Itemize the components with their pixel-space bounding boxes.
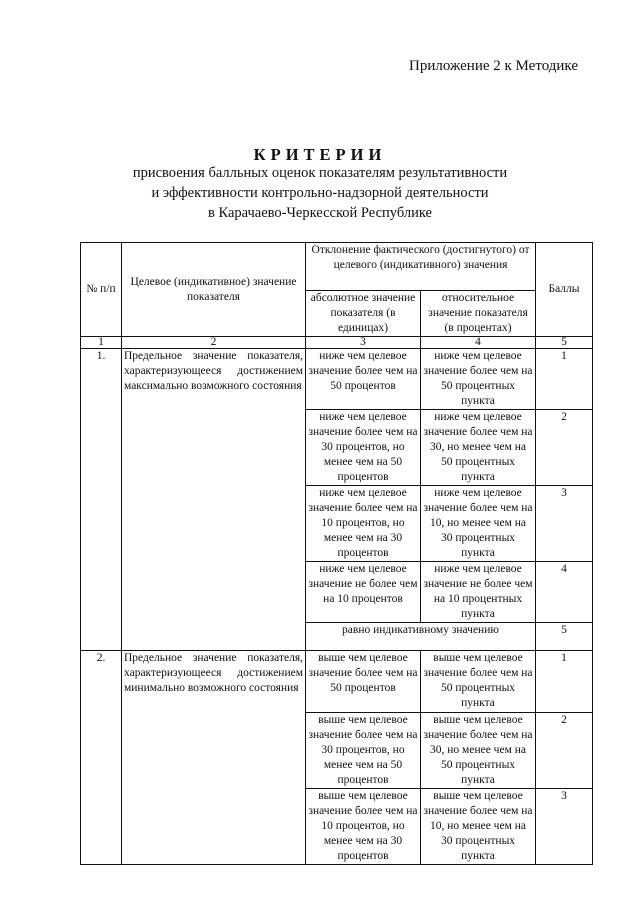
appendix-reference: Приложение 2 к Методике xyxy=(409,58,578,74)
points-cell: 2 xyxy=(536,410,593,486)
table-row xyxy=(81,651,593,713)
col-number: 5 xyxy=(536,337,593,349)
absolute-cell: ниже чем целевое значение не более чем на 10 процентов xyxy=(306,562,421,623)
header-absolute: абсолютное значение показателя (в единицах) xyxy=(306,291,421,337)
points-cell: 3 xyxy=(536,486,593,562)
col-number: 2 xyxy=(122,337,306,349)
criteria-table xyxy=(80,242,593,865)
relative-cell: ниже чем целевое значение более чем на 50 процентных пункта xyxy=(421,349,536,410)
document-title: КРИТЕРИИ xyxy=(253,145,387,164)
header-target: Целевое (индикативное) значение показателя xyxy=(122,243,306,337)
relative-cell: выше чем целевое значение более чем на 10, но менее чем на 30 процентных пункта xyxy=(421,789,536,865)
col-number: 3 xyxy=(306,337,421,349)
col-number: 4 xyxy=(421,337,536,349)
document-subtitle xyxy=(0,163,640,223)
points-cell: 2 xyxy=(536,713,593,789)
section-target: Предельное значение показателя, характеризующееся достижением максимально возможного состояния xyxy=(122,349,306,651)
absolute-cell: выше чем целевое значение более чем на 30 процентов, но менее чем на 50 процентов xyxy=(306,713,421,789)
absolute-cell: ниже чем целевое значение более чем на 30 процентов, но менее чем на 50 процентов xyxy=(306,410,421,486)
absolute-cell: выше чем целевое значение более чем на 10 процентов, но менее чем на 30 процентов xyxy=(306,789,421,865)
relative-cell: ниже чем целевое значение более чем на 30, но менее чем на 50 процентных пункта xyxy=(421,410,536,486)
subtitle-line: и эффективности контрольно-надзорной деятельности xyxy=(151,185,489,201)
equal-cell: равно индикативному значению xyxy=(306,623,536,651)
header-points: Баллы xyxy=(536,243,593,337)
absolute-cell: ниже чем целевое значение более чем на 10 процентов, но менее чем на 30 процентов xyxy=(306,486,421,562)
points-cell: 1 xyxy=(536,349,593,410)
relative-cell: выше чем целевое значение более чем на 50 процентных пункта xyxy=(421,651,536,713)
relative-cell: выше чем целевое значение более чем на 30, но менее чем на 50 процентных пункта xyxy=(421,713,536,789)
points-cell: 3 xyxy=(536,789,593,865)
col-number: 1 xyxy=(81,337,122,349)
subtitle-line: в Карачаево-Черкесской Республике xyxy=(208,205,432,221)
points-cell: 4 xyxy=(536,562,593,623)
relative-cell: ниже чем целевое значение не более чем на 10 процентных пункта xyxy=(421,562,536,623)
section-target: Предельное значение показателя, характеризующееся достижением минимально возможного состояния xyxy=(122,651,306,865)
header-relative: относительное значение показателя (в процентах) xyxy=(421,291,536,337)
section-number: 2. xyxy=(81,651,122,865)
relative-cell: ниже чем целевое значение более чем на 10, но менее чем на 30 процентных пункта xyxy=(421,486,536,562)
subtitle-line: присвоения балльных оценок показателям результативности xyxy=(132,165,508,181)
header-deviation: Отклонение фактического (достигнутого) от целевого (индикативного) значения xyxy=(306,243,536,291)
table-row xyxy=(81,349,593,410)
header-num: № п/п xyxy=(81,243,122,337)
absolute-cell: выше чем целевое значение более чем на 50 процентов xyxy=(306,651,421,713)
points-cell: 5 xyxy=(536,623,593,651)
points-cell: 1 xyxy=(536,651,593,713)
section-number: 1. xyxy=(81,349,122,651)
absolute-cell: ниже чем целевое значение более чем на 50 процентов xyxy=(306,349,421,410)
